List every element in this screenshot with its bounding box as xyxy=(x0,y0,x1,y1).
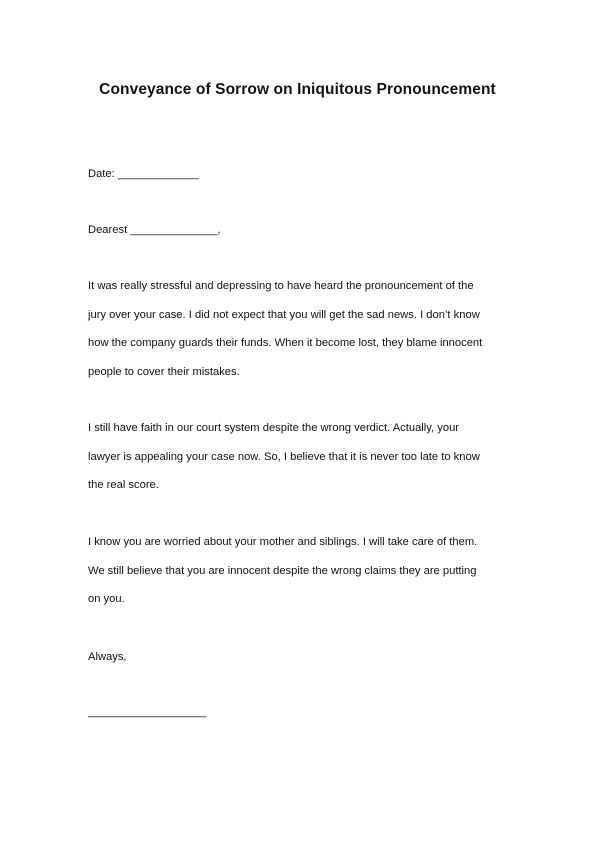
paragraph-1 xyxy=(88,272,508,386)
salutation: Dearest ______________, xyxy=(88,224,221,236)
paragraph-line: We still believe that you are innocent despite the wrong claims they are putting xyxy=(88,564,477,577)
paragraph-2 xyxy=(88,414,508,500)
paragraph-line: the real score. xyxy=(88,479,159,491)
paragraph-line: It was really stressful and depressing to have heard the pronouncement of the xyxy=(88,280,474,292)
paragraph-3 xyxy=(88,528,508,614)
paragraph-line: how the company guards their funds. When it become lost, they blame innocent xyxy=(88,337,483,349)
paragraph-line: jury over your case. I did not expect that you will get the sad news. I don’t know xyxy=(88,308,480,321)
closing: Always, xyxy=(88,651,127,663)
paragraph-line: I know you are worried about your mother and siblings. I will take care of them. xyxy=(88,536,478,548)
paragraph-line: lawyer is appealing your case now. So, I believe that it is never too late to know xyxy=(88,450,480,463)
date-line: Date: _____________ xyxy=(88,168,199,180)
paragraph-line: on you. xyxy=(88,593,125,605)
paragraph-line: I still have faith in our court system despite the wrong verdict. Actually, your xyxy=(88,422,460,434)
paragraph-line: people to cover their mistakes. xyxy=(88,365,240,378)
signature-line: ___________________ xyxy=(88,706,207,718)
document-title: Conveyance of Sorrow on Iniquitous Pronouncement xyxy=(99,81,496,98)
